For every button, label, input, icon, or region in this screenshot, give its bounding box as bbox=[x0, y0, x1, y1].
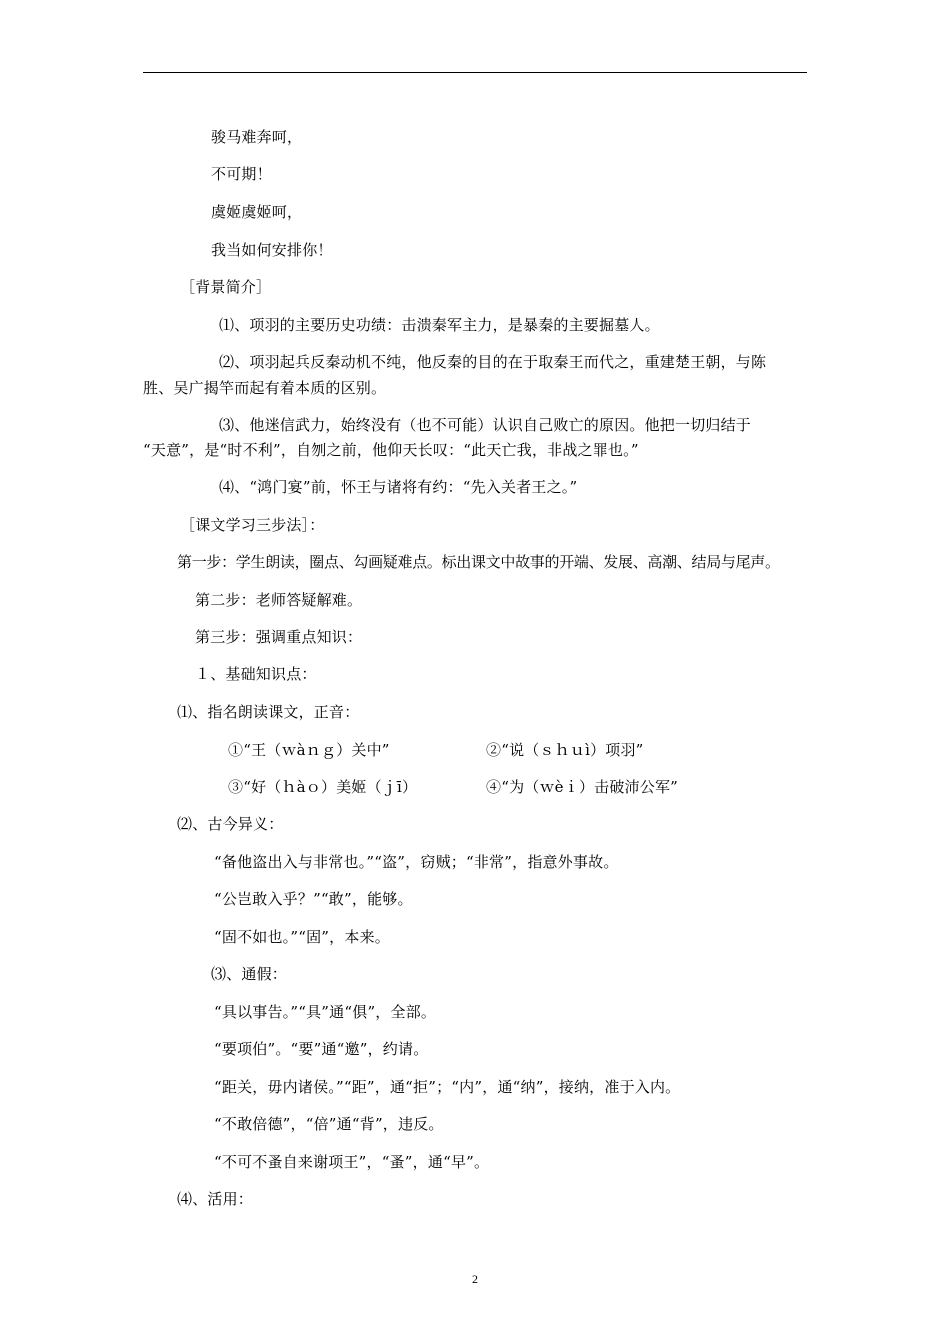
tongjia-heading: ⑶、通假： bbox=[211, 965, 288, 983]
tongjia-line-3: “距关，毋内诸侯。”“距”，通“拒”；“内”，通“纳”，接纳，准于入内。 bbox=[214, 1078, 681, 1096]
tongjia-line-4: “不敢倍德”，“倍”通“背”，违反。 bbox=[214, 1115, 444, 1133]
poem-line-4: 我当如何安排你！ bbox=[211, 241, 333, 259]
huoyong-heading: ⑷、活用： bbox=[177, 1190, 254, 1208]
pronunciation-heading: ⑴、指名朗读课文，正音： bbox=[177, 703, 360, 721]
background-item-2-line-2: 胜、吴广揭竿而起有着本质的区别。 bbox=[143, 379, 387, 397]
background-item-1: ⑴、项羽的主要历史功绩：击溃秦军主力，是暴秦的主要掘墓人。 bbox=[219, 316, 660, 334]
pronunciation-item-1: ①“王（ｗàｎｇ）关中” bbox=[228, 741, 390, 759]
tongjia-line-1: “具以事告。”“具”通“俱”，全部。 bbox=[214, 1003, 437, 1021]
background-item-4: ⑷、“鸿门宴”前，怀王与诸将有约：“先入关者王之。” bbox=[219, 478, 578, 496]
basics-heading: １、基础知识点： bbox=[195, 665, 317, 683]
background-item-3-line-2: “天意”，是“时不利”，自刎之前，他仰天长叹：“此天亡我，非战之罪也。” bbox=[143, 441, 639, 459]
tongjia-line-5: “不可不蚤自来谢项王”，“蚤”，通“早”。 bbox=[214, 1153, 490, 1171]
pronunciation-item-4: ④“为（ｗèｉ）击破沛公军” bbox=[486, 778, 679, 796]
poem-line-2: 不可期！ bbox=[211, 165, 272, 183]
pronunciation-item-2: ②“说（ｓｈｕì）项羽” bbox=[486, 741, 644, 759]
poem-line-1: 骏马难奔呵， bbox=[211, 128, 303, 146]
ancient-modern-line-2: “公岂敢入乎？”“敢”，能够。 bbox=[214, 890, 413, 908]
ancient-modern-line-1: “备他盗出入与非常也。”“盗”，窃贼；“非常”，指意外事故。 bbox=[214, 853, 619, 871]
pronunciation-item-3: ③“好（ｈàｏ）美姬（ｊī） bbox=[228, 778, 418, 796]
method-step-3: 第三步：强调重点知识： bbox=[195, 628, 363, 646]
background-item-2-line-1: ⑵、项羽起兵反秦动机不纯，他反秦的目的在于取秦王而代之，重建楚王朝，与陈 bbox=[219, 353, 767, 371]
ancient-modern-heading: ⑵、古今异义： bbox=[177, 815, 284, 833]
method-step-2: 第二步：老师答疑解难。 bbox=[195, 591, 363, 609]
header-rule bbox=[143, 72, 807, 73]
background-heading: ［背景简介］ bbox=[180, 278, 272, 296]
background-item-3-line-1: ⑶、他迷信武力，始终没有（也不可能）认识自己败亡的原因。他把一切归结于 bbox=[219, 416, 752, 434]
page-number: 2 bbox=[472, 1272, 478, 1286]
ancient-modern-line-3: “固不如也。”“固”，本来。 bbox=[214, 928, 390, 946]
tongjia-line-2: “要项伯”。“要”通“邀”，约请。 bbox=[214, 1040, 429, 1058]
poem-line-3: 虞姬虞姬呵， bbox=[211, 203, 303, 221]
method-heading: ［课文学习三步法］： bbox=[180, 516, 325, 534]
method-step-1: 第一步：学生朗读，圈点、勾画疑难点。标出课文中故事的开端、发展、高潮、结局与尾声。 bbox=[177, 553, 780, 571]
